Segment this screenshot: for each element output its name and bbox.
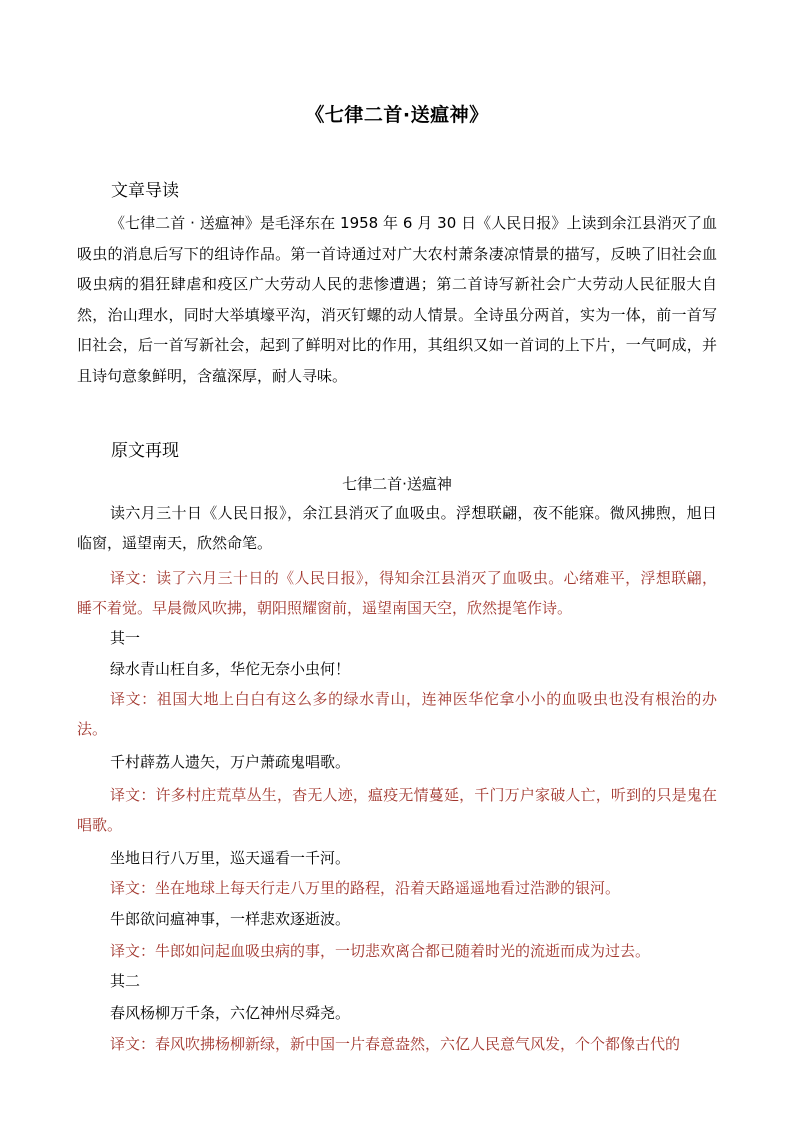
document-title: 《七律二首·送瘟神》 — [305, 104, 489, 126]
section-heading-guide: 文章导读 — [111, 181, 179, 201]
part-label: 其二 — [110, 972, 141, 990]
poem-line-translation: 译文：许多村庄荒草丛生，杳无人迹，瘟疫无情蔓延，千门万户家破人亡，听到的只是鬼在唱歌。 — [77, 786, 717, 834]
poem-line: 绿水青山枉自多，华佗无奈小虫何！ — [110, 660, 351, 678]
poem-line: 春风杨柳万千条，六亿神州尽舜尧。 — [110, 1004, 351, 1022]
poem-line: 牛郎欲问瘟神事，一样悲欢逐逝波。 — [110, 910, 351, 928]
poem-line: 千村薜荔人遗矢，万户萧疏鬼唱歌。 — [110, 753, 351, 771]
guide-paragraph: 《七律二首 · 送瘟神》是毛泽东在 1958 年 6 月 30 日《人民日报》上读到余江县消灭了血吸虫的消息后写下的组诗作品。第一首诗通过对广大农村萧条凄凉情景的描写，反映了旧社会血吸虫病的猖狂肆虐和疫区广大劳动人民的悲惨遭遇；第二首诗写新社会广大劳动人民征服大自然，治山理水，同时大举填壕平沟，消灭钉螺的动人情景。全诗虽分两首，实为一体，前一首写旧社会，后一首写新社会，起到了鲜明对比的作用，其组织又如一首词的上下片，一气呵成，并且诗句意象鲜明，含蕴深厚，耐人寻味。 — [77, 214, 717, 385]
section-heading-original: 原文再现 — [111, 441, 179, 461]
poem-line-translation: 译文：坐在地球上每天行走八万里的路程，沿着天路遥遥地看过浩渺的银河。 — [110, 879, 621, 897]
poem-title: 七律二首·送瘟神 — [342, 475, 452, 493]
poem-line: 坐地日行八万里，巡天遥看一千河。 — [110, 849, 351, 867]
poem-line-translation: 译文：牛郎如问起血吸虫病的事，一切悲欢离合都已随着时光的流逝而成为过去。 — [110, 942, 651, 960]
poem-preface: 读六月三十日《人民日报》，余江县消灭了血吸虫。浮想联翩，夜不能寐。微风拂煦，旭日临窗，遥望南天，欣然命笔。 — [77, 504, 717, 552]
poem-line-translation: 译文：祖国大地上白白有这么多的绿水青山，连神医华佗拿小小的血吸虫也没有根治的办法。 — [77, 690, 717, 738]
poem-line-translation: 译文：春风吹拂杨柳新绿，新中国一片春意盎然，六亿人民意气风发，个个都像古代的 — [110, 1035, 681, 1053]
preface-translation: 译文：读了六月三十日的《人民日报》，得知余江县消灭了血吸虫。心绪难平，浮想联翩，睡不着觉。早晨微风吹拂，朝阳照耀窗前，遥望南国天空，欣然提笔作诗。 — [77, 569, 717, 617]
part-label: 其一 — [110, 629, 141, 647]
